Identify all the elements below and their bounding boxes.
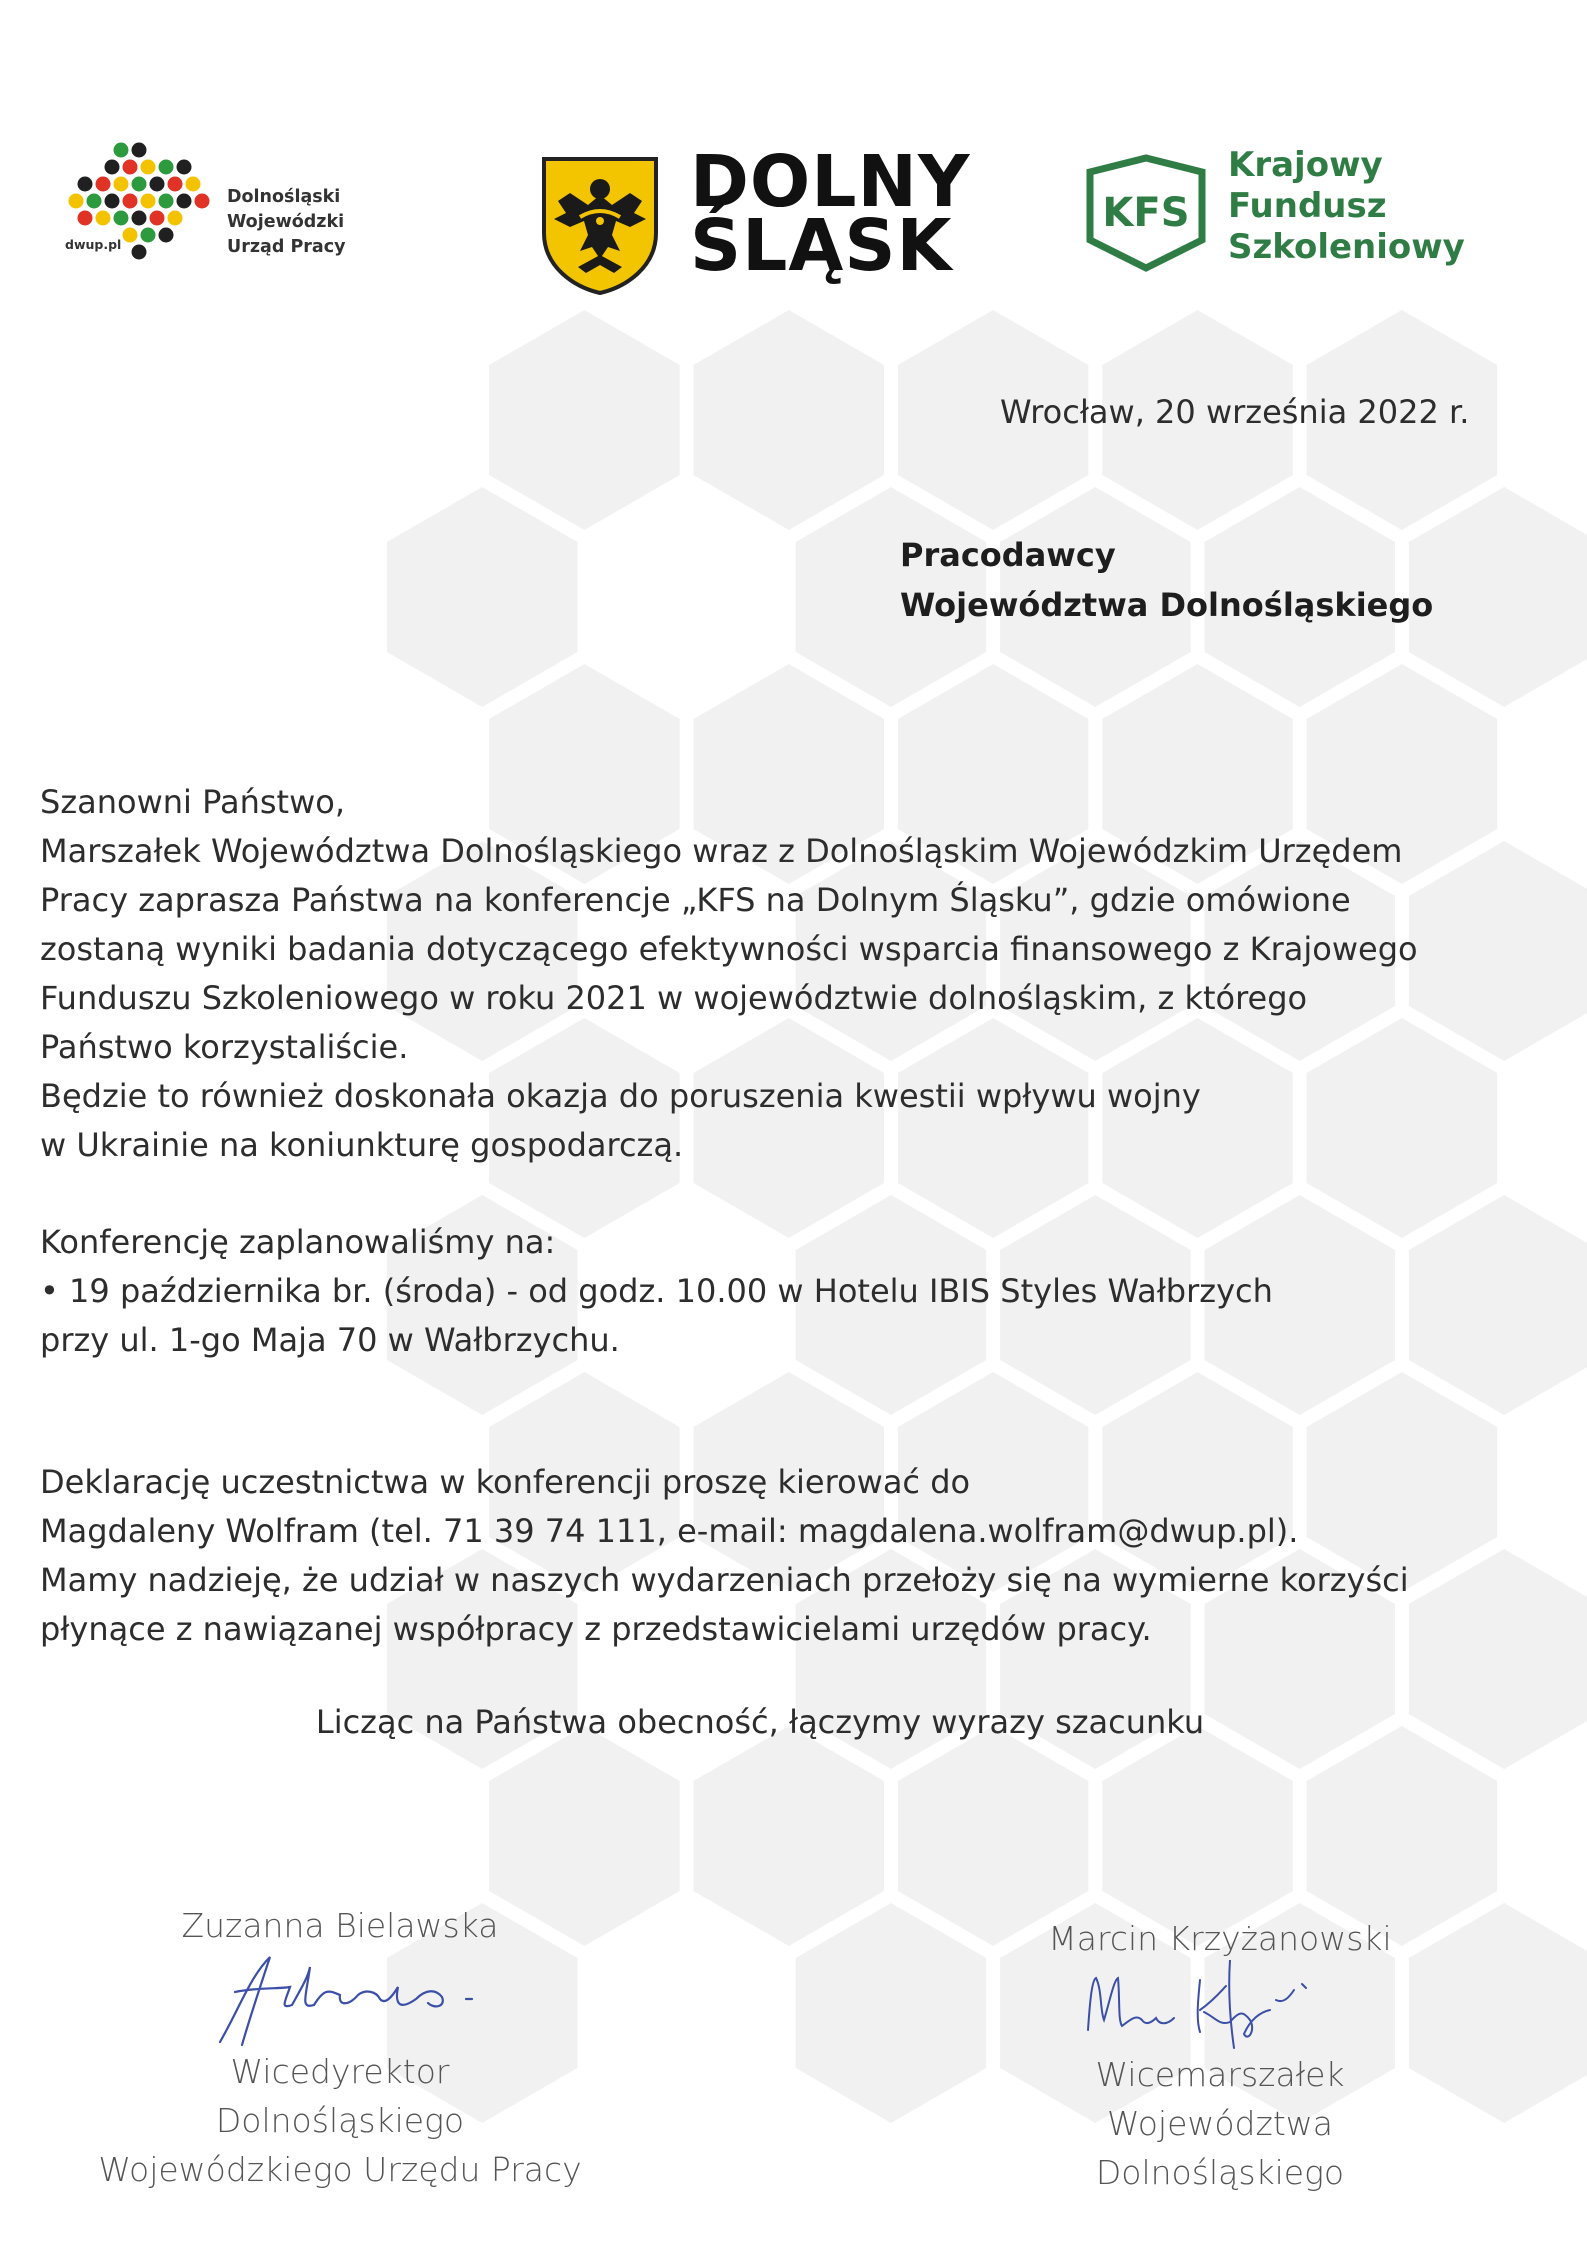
hexagon-tile — [694, 310, 885, 530]
letter-date: Wrocław, 20 września 2022 r. — [1000, 393, 1470, 431]
dwup-url: dwup.pl — [65, 237, 122, 252]
paragraph-line: płynące z nawiązanej współpracy z przedstawicielami urzędów pracy. — [40, 1610, 1152, 1648]
hexagon-tile — [796, 1903, 987, 2123]
signature-block-left — [70, 1905, 610, 2194]
paragraph-1 — [40, 827, 1480, 1072]
dwup-dot — [141, 194, 156, 209]
dolny-slask-logo — [540, 140, 971, 300]
dwup-line-2: Wojewódzki — [227, 212, 345, 232]
signatory-role-line: Wicedyrektor — [230, 2052, 450, 2091]
dwup-dot — [150, 211, 165, 226]
handwritten-signature-right — [1080, 1960, 1360, 2050]
dwup-dot — [177, 160, 192, 175]
dwup-line-3: Urząd Pracy — [227, 237, 346, 257]
paragraph-line: Marszałek Województwa Dolnośląskiego wraz z Dolnośląskim Wojewódzkim Urzędem — [40, 832, 1403, 870]
dwup-dot — [168, 177, 183, 192]
kfs-line-2: Fundusz — [1228, 186, 1387, 226]
signatory-role-line: Wicemarszałek — [1095, 2055, 1345, 2094]
dwup-dot — [159, 160, 174, 175]
signatory-role-line: Województwa — [1107, 2104, 1333, 2143]
dwup-dot — [186, 177, 201, 192]
paragraph-line: Państwo korzystaliście. — [40, 1028, 409, 1066]
paragraph-line: Funduszu Szkoleniowego w roku 2021 w województwie dolnośląskim, z którego — [40, 979, 1308, 1017]
dwup-dot — [78, 177, 93, 192]
dwup-dot — [96, 177, 111, 192]
hexagon-tile — [1307, 1726, 1498, 1946]
dwup-dots-icon — [55, 140, 215, 280]
signatory-name: Zuzanna Bielawska — [181, 1906, 499, 1945]
signatory-role-line: Dolnośląskiego — [1095, 2153, 1345, 2192]
kfs-line-1: Krajowy — [1228, 145, 1383, 185]
dwup-dot — [105, 160, 120, 175]
dolny-slask-wordmark — [690, 140, 971, 287]
recipient-line-2: Województwa Dolnośląskiego — [900, 586, 1434, 624]
dwup-dot — [159, 228, 174, 243]
kfs-badge-text: KFS — [1102, 190, 1190, 236]
dwup-dot — [132, 143, 147, 158]
contact-line: Magdaleny Wolfram (tel. 71 39 74 111, e-mail: magdalena.wolfram@dwup.pl). — [40, 1512, 1299, 1550]
dwup-dot — [114, 143, 129, 158]
eagle-shield-icon — [540, 155, 660, 295]
dwup-dot — [141, 228, 156, 243]
paragraph-line: zostaną wyniki badania dotyczącego efektywności wsparcia finansowego z Krajowego — [40, 930, 1418, 968]
signatory-role-line: Wojewódzkiego Urzędu Pracy — [98, 2150, 582, 2189]
paragraph-line: • 19 października br. (środa) - od godz. 10.00 w Hotelu IBIS Styles Wałbrzych — [40, 1272, 1273, 1310]
recipient-line-1: Pracodawcy — [900, 536, 1116, 574]
dolny-word: DOLNY — [690, 140, 971, 223]
dwup-line-1: Dolnośląski — [227, 187, 341, 207]
paragraph-line: Deklarację uczestnictwa w konferencji proszę kierować do — [40, 1463, 971, 1501]
signatory-role-line: Dolnośląskiego — [215, 2101, 465, 2140]
handwritten-signature-left — [180, 1947, 500, 2047]
dwup-logo-text — [227, 185, 346, 260]
hexagon-tile — [898, 1726, 1089, 1946]
dwup-dot — [132, 245, 147, 260]
dwup-dot — [141, 160, 156, 175]
hexagon-tile — [694, 1726, 885, 1946]
dwup-dot — [168, 211, 183, 226]
dwup-dot — [132, 211, 147, 226]
dwup-dot — [78, 211, 93, 226]
dwup-dot — [123, 194, 138, 209]
dwup-logo — [55, 140, 355, 280]
hexagon-tile — [489, 310, 679, 530]
dwup-dot — [69, 194, 84, 209]
slask-word: ŚLĄSK — [690, 204, 953, 287]
hexagon-tile — [1409, 487, 1587, 707]
letter-recipient — [900, 530, 1433, 630]
dwup-dot — [195, 194, 210, 209]
paragraph-line: Będzie to również doskonała okazja do poruszenia kwestii wpływu wojny — [40, 1077, 1201, 1115]
signatory-name: Marcin Krzyżanowski — [1048, 1919, 1392, 1958]
dwup-dot — [177, 194, 192, 209]
signature-block-right — [1000, 1918, 1440, 2197]
dwup-dot — [159, 194, 174, 209]
paragraph-4 — [40, 1458, 1480, 1654]
hexagon-tile — [1102, 1726, 1293, 1946]
paragraph-3 — [40, 1218, 1480, 1365]
kfs-logo — [1082, 145, 1482, 285]
dwup-dot — [150, 177, 165, 192]
letter-body-intro — [40, 778, 1480, 1170]
paragraph-line: Mamy nadzieję, że udział w naszych wydarzeniach przełoży się na wymierne korzyści — [40, 1561, 1409, 1599]
dwup-dot — [123, 160, 138, 175]
dwup-dot — [87, 194, 102, 209]
dwup-dot — [96, 211, 111, 226]
hexagon-tile — [387, 487, 578, 707]
kfs-badge-icon — [1082, 150, 1212, 275]
letter-closing: Licząc na Państwa obecność, łączymy wyrazy szacunku — [315, 1703, 1205, 1741]
paragraph-line: Konferencję zaplanowaliśmy na: — [40, 1223, 556, 1261]
paragraph-2 — [40, 1072, 1480, 1170]
paragraph-line: Pracy zaprasza Państwa na konferencje „KFS na Dolnym Śląsku”, gdzie omówione — [40, 881, 1351, 919]
paragraph-line: przy ul. 1-go Maja 70 w Wałbrzychu. — [40, 1321, 620, 1359]
paragraph-line: w Ukrainie na koniunkturę gospodarczą. — [40, 1126, 684, 1164]
dwup-dot — [132, 177, 147, 192]
kfs-name — [1228, 145, 1465, 268]
letter-greeting: Szanowni Państwo, — [40, 783, 345, 821]
dwup-dot — [123, 228, 138, 243]
kfs-line-3: Szkoleniowy — [1228, 227, 1465, 267]
dwup-dot — [114, 211, 129, 226]
dwup-dot — [114, 177, 129, 192]
dwup-dot — [105, 194, 120, 209]
